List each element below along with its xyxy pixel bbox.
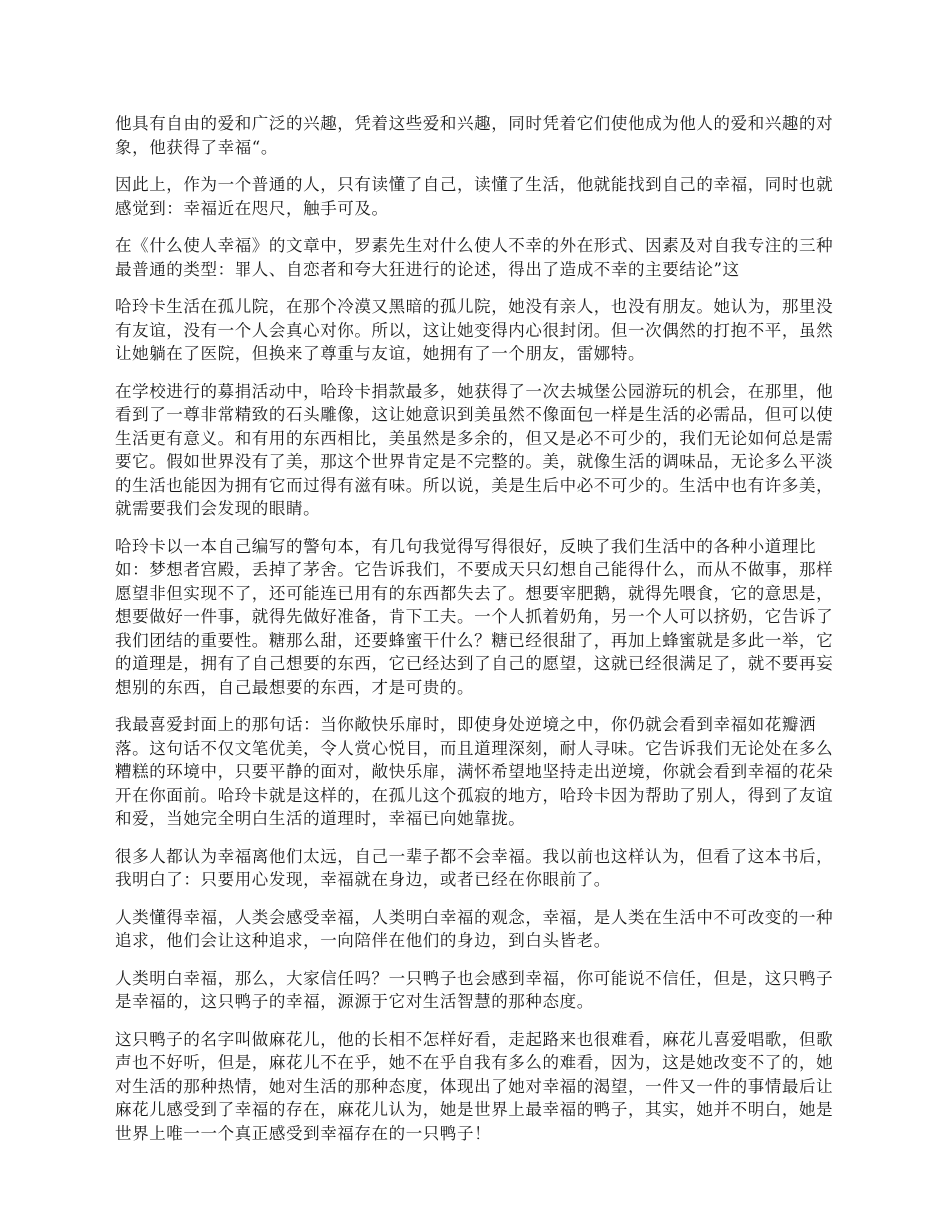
paragraph: 他具有自由的爱和广泛的兴趣，凭着这些爱和兴趣，同时凭着它们使他成为他人的爱和兴趣的对象，他获得了幸福“。	[115, 114, 834, 157]
paragraph: 哈玲卡生活在孤儿院，在那个冷漠又黑暗的孤儿院，她没有亲人，也没有朋友。她认为，那里没有友谊，没有一个人会真心对你。所以，这让她变得内心很封闭。但一次偶然的打抱不平，虽然让她躺在了医院，但换来了尊重与友谊，她拥有了一个朋友，雷娜特。	[115, 297, 834, 363]
paragraph: 在学校进行的募捐活动中，哈玲卡捐款最多，她获得了一次去城堡公园游玩的机会，在那里，他看到了一尊非常精致的石头雕像，这让她意识到美虽然不像面包一样是生活的必需品，但可以使生活更有意义。和有用的东西相比，美虽然是多余的，但又是必不可少的，我们无论如何总是需要它。假如世界没有了美，那这个世界肯定是不完整的。美，就像生活的调味品，无论多么平淡的生活也能因为拥有它而过得有滋有味。所以说，美是生后中必不可少的。生活中也有许多美，就需要我们会发现的眼睛。	[115, 381, 834, 518]
paragraph: 因此上，作为一个普通的人，只有读懂了自己，读懂了生活，他就能找到自己的幸福，同时也就感觉到：幸福近在咫尺，触手可及。	[115, 175, 834, 218]
paragraph: 在《什么使人幸福》的文章中，罗素先生对什么使人不幸的外在形式、因素及对自我专注的三种最普通的类型：罪人、自恋者和夸大狂进行的论述，得出了造成不幸的主要结论”这	[115, 236, 834, 279]
paragraph: 人类明白幸福，那么，大家信任吗？一只鸭子也会感到幸福，你可能说不信任，但是，这只鸭子是幸福的，这只鸭子的幸福，源源于它对生活智慧的那种态度。	[115, 968, 834, 1011]
paragraph: 这只鸭子的名字叫做麻花儿，他的长相不怎样好看，走起路来也很难看，麻花儿喜爱唱歌，但歌声也不好听，但是，麻花儿不在乎，她不在乎自我有多么的难看，因为，这是她改变不了的，她对生活的那种热情，她对生活的那种态度，体现出了她对幸福的渴望，一件又一件的事情最后让麻花儿感受到了幸福的存在，麻花儿认为，她是世界上最幸福的鸭子，其实，她并不明白，她是世界上唯一一个真正感受到幸福存在的一只鸭子！	[115, 1029, 834, 1143]
paragraph: 人类懂得幸福，人类会感受幸福，人类明白幸福的观念，幸福，是人类在生活中不可改变的一种追求，他们会让这种追求，一向陪伴在他们的身边，到白头皆老。	[115, 907, 834, 950]
document-body	[115, 112, 837, 1159]
paragraph: 哈玲卡以一本自己编写的警句本，有几句我觉得写得很好，反映了我们生活中的各种小道理比如：梦想者宫殿，丢掉了茅舍。它告诉我们，不要成天只幻想自己能得什么，而从不做事，那样愿望非但实现不了，还可能连已用有的东西都失去了。想要宰肥鹅，就得先喂食，它的意思是，想要做好一件事，就得先做好准备，肯下工夫。一个人抓着奶角，另一个人可以挤奶，它告诉了我们团结的重要性。糖那么甜，还要蜂蜜干什么？糖已经很甜了，再加上蜂蜜就是多此一举，它的道理是，拥有了自己想要的东西，它已经达到了自己的愿望，这就已经很满足了，就不要再妄想别的东西，自己最想要的东西，才是可贵的。	[115, 536, 834, 697]
paragraph: 很多人都认为幸福离他们太远，自己一辈子都不会幸福。我以前也这样认为，但看了这本书后，我明白了：只要用心发现，幸福就在身边，或者已经在你眼前了。	[115, 846, 834, 889]
paragraph: 我最喜爱封面上的那句话：当你敞快乐扉时，即使身处逆境之中，你仍就会看到幸福如花瓣洒落。这句话不仅文笔优美，令人赏心悦目，而且道理深刻，耐人寻味。它告诉我们无论处在多么糟糕的环境中，只要平静的面对，敞快乐扉，满怀希望地坚持走出逆境，你就会看到幸福的花朵开在你面前。哈玲卡就是这样的，在孤儿这个孤寂的地方，哈玲卡因为帮助了别人，得到了友谊和爱，当她完全明白生活的道理时，幸福已向她靠拢。	[115, 715, 834, 828]
